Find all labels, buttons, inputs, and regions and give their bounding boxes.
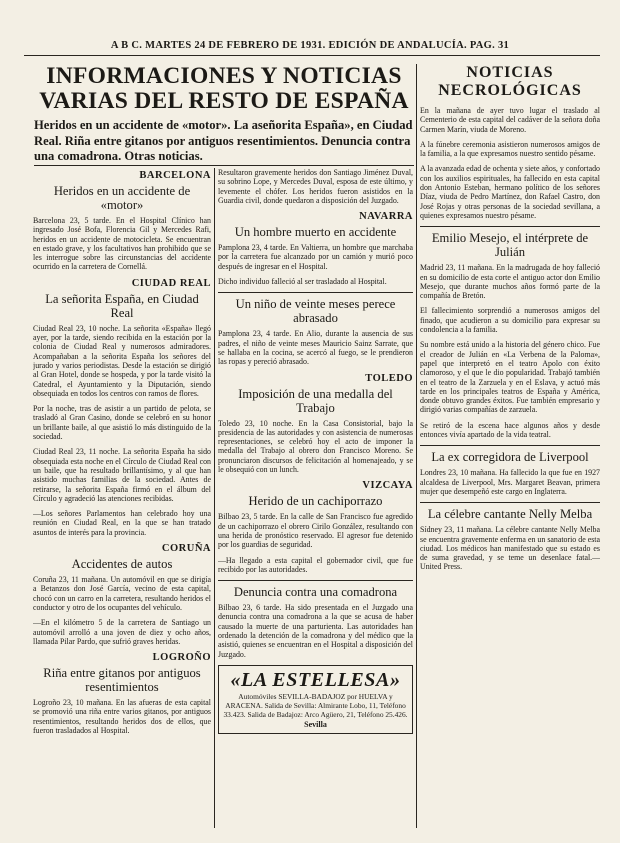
article-separator bbox=[420, 226, 600, 227]
column-2 bbox=[218, 168, 413, 828]
column-3 bbox=[420, 64, 600, 828]
article-text: Ciudad Real 23, 11 noche. La señorita España ha sido obsequiada esta noche en el Círculo de Ciudad Real con un baile, que ha resultado brillantísimo, y al que han asistido muchas familias de la sociedad. Antes de retirarse, la señorita España firmó en el álbum del Círculo y agradeció las atenciones recibidas. bbox=[33, 447, 211, 503]
location-label: NAVARRA bbox=[359, 211, 413, 223]
location-label: CORUÑA bbox=[161, 543, 211, 555]
article-text: —Los señores Parlamentos han celebrado hoy una reunión en Ciudad Real, en la que se han tratado asuntos de interés para la provincia. bbox=[33, 509, 211, 537]
page-header: A B C. MARTES 24 DE FEBRERO DE 1931. EDICIÓN DE ANDALUCÍA. PAG. 31 bbox=[110, 40, 510, 51]
article-headline: Accidentes de autos bbox=[71, 557, 173, 572]
article-separator bbox=[218, 580, 413, 581]
article-headline: Heridos en un accidente de «motor» bbox=[53, 184, 191, 212]
article-text: A la fúnebre ceremonia asistieron numerosos amigos de la familia, a la que expresamos nuestro sentido pésame. bbox=[420, 139, 600, 159]
section-title: NOTICIAS NECROLÓGICAS bbox=[438, 64, 582, 99]
article-headline: La célebre cantante Nelly Melba bbox=[427, 507, 593, 522]
column-divider bbox=[416, 64, 417, 828]
article-text: —Ha llegado a esta capital el gobernador civil, que fue recibido por las autoridades. bbox=[218, 555, 413, 574]
article-text: Logroño 23, 10 mañana. En las afueras de esta capital se promovió una riña entre varios gitanos, por antiguos resentimientos, resultando heridos dos de ellos, que fueron trasladados al Hospital. bbox=[33, 698, 211, 735]
article-separator bbox=[218, 292, 413, 293]
article-text: Resultaron gravemente heridos don Santiago Jiménez Duval, su sobrino Lope, y Mercedes Duval, esposa de este último, y levemente el chófer. Los heridos fueron asistidos en la Guardia civil, donde quedaron a disposición del Juzgado. bbox=[218, 168, 413, 205]
article-text: —En el kilómetro 5 de la carretera de Santiago un automóvil arrolló a una joven de diez y ocho años, llamada Pilar Pardo, que sufrió graves heridas. bbox=[33, 618, 211, 646]
article-headline: Herido de un cachiporrazo bbox=[248, 494, 383, 509]
article-headline: Un hombre muerto en accidente bbox=[234, 225, 397, 240]
location-label: BARCELONA bbox=[139, 170, 211, 181]
article-separator bbox=[420, 445, 600, 446]
advertisement-box bbox=[218, 665, 413, 734]
article-text: Madrid 23, 11 mañana. En la madrugada de hoy falleció en su domicilio de esta corte el antiguo actor don Emilio Mesejo, que durante muchos años formó parte de la compañía de Bretón. bbox=[420, 263, 600, 301]
article-text: Por la noche, tras de asistir a un partido de pelota, se trasladó al Gran Casino, donde se celebró en su honor un brillante baile, al que asistió lo más distinguido de la sociedad. bbox=[33, 404, 211, 442]
article-text: Londres 23, 10 mañana. Ha fallecido la que fue en 1927 alcaldesa de Liverpool, Mrs. Margaret Beavan, primera mujer que desempeñó este cargo en Inglaterra. bbox=[420, 468, 600, 496]
article-text: Pamplona 23, 4 tarde. En Valtierra, un hombre que marchaba por la carretera fue alcanzado por un camión y murió poco después de ingresar en el Hospital. bbox=[218, 243, 413, 271]
banner-title: INFORMACIONES Y NOTICIAS VARIAS DEL RESTO DE ESPAÑA bbox=[39, 63, 409, 114]
article-headline: La ex corregidora de Liverpool bbox=[431, 450, 589, 465]
banner-subtitle: Heridos en un accidente de «motor». La aseñorita España», en Ciudad Real. Riña entre gitanos por antiguos resentimientos. Denuncia contra una comadrona. Otras noticias. bbox=[34, 118, 413, 163]
article-text: Bilbao 23, 5 tarde. En la calle de San Francisco fue agredido de un cachiporrazo el obrero Cirilo González, resultando con una herida de pronóstico reservado. El agresor fue detenido por los guardias de seguridad. bbox=[218, 512, 413, 550]
article-headline: Riña entre gitanos por antiguos resentimientos bbox=[43, 666, 201, 695]
article-text: En la mañana de ayer tuvo lugar el traslado al Cementerio de esta capital del cadáver de la señora doña Carmen Marín, viuda de Moreno. bbox=[420, 106, 600, 134]
article-text: El fallecimiento sorprendió a numerosos amigos del finado, que acudieron a su domicilio para expresar su condolencia a la familia. bbox=[420, 306, 600, 335]
location-label: VIZCAYA bbox=[362, 480, 413, 492]
article-separator bbox=[420, 502, 600, 503]
article-text: Su nombre está unido a la historia del género chico. Fue el creador de Julián en «La Verbena de la Paloma», papel que interpretó en el teatro Apolo con éxito clamoroso, y el que le dio popularidad. Trabajó también en el teatro de la Zarzuela y en el Eslava, y actuó más tarde en los principales teatros de España y América, donde obtuvo grandes éxitos. Fue también empresario y dirigió varias compañías de zarzuela. bbox=[420, 340, 600, 415]
article-text: Ciudad Real 23, 10 noche. La señorita «España» llegó ayer, por la tarde, siendo recibida en la estación por la colonia de Ciudad Real y numerosos admiradores. Acompañaban a la señorita España los señores del jurado y varios periodistas. Desde la estación se dirigió al Gran Hotel, donde se hospeda, y por la tarde visitó la Catedral, el Ayuntamiento y la Diputación, siendo obsequiada en todos los centros con ramos de flores. bbox=[33, 323, 211, 398]
advertisement-title: «LA ESTELLESA» bbox=[230, 668, 401, 691]
column-divider bbox=[214, 168, 215, 828]
article-headline: Imposición de una medalla del Trabajo bbox=[238, 386, 393, 415]
article-headline: Emilio Mesejo, el intérprete de Julián bbox=[431, 231, 589, 260]
article-headline: La señorita España, en Ciudad Real bbox=[45, 291, 199, 320]
article-headline: Denuncia contra una comadrona bbox=[233, 585, 398, 600]
location-label: CIUDAD REAL bbox=[131, 277, 211, 289]
advertisement-text: Automóviles SEVILLA-BADAJOZ por HUELVA y ARACENA. Salida de Sevilla: Almirante Lobo, 11, Teléfono 33.423. Salida de Badajoz: Arco Agüero, 21, Teléfono 25.426. bbox=[223, 691, 408, 719]
article-text: Bilbao 23, 6 tarde. Ha sido presentada en el Juzgado una denuncia contra una comadrona a la que se acusa de haber causado la muerte de una parturienta. Las autoridades han ordenado la detención de la comadrona y del médico que la asistió, quienes se encuentran en el Hospital a disposición del Juzgado. bbox=[218, 603, 413, 659]
article-text: Coruña 23, 11 mañana. Un automóvil en que se dirigía a Betanzos don José García, vecino de esta capital, chocó con un carro en la carretera, resultando heridos el conductor y otro de los ocupantes del vehículo. bbox=[33, 575, 211, 612]
column-1 bbox=[33, 168, 211, 828]
header-rule bbox=[24, 55, 600, 56]
banner-rule bbox=[34, 165, 414, 166]
location-label: TOLEDO bbox=[365, 372, 413, 384]
article-text: A la avanzada edad de ochenta y siete años, y confortado con los auxilios espirituales, ha fallecido en esta capital don Antonio Esteban, hermano político de los señores Díaz, viuda de Pedro Martínez, don Rafael Castro, don José Rojas y otras personas de la sociedad sevillana, a quienes expresamos nuestro pésame. bbox=[420, 164, 600, 220]
advertisement-city: Sevilla bbox=[304, 720, 327, 730]
article-text: Se retiró de la escena hace algunos años y desde entonces vivía apartado de la vida teatral. bbox=[420, 420, 600, 440]
article-text: Barcelona 23, 5 tarde. En el Hospital Clínico han ingresado José Bofa, Florencia Gil y Mercedes Rafi, heridos en un accidente de motocicleta. Se encuentran en estado grave, y los facultativos han prohibido que se les interrogue sobre las circunstancias del accidente ocurrido en la carretera de Cornellá. bbox=[33, 216, 211, 272]
article-text: Pamplona 23, 4 tarde. En Alio, durante la ausencia de sus padres, el niño de veinte meses Mauricio Sainz Sarrate, que se hallaba en la cocina, se acercó al fuego, se le prendieron las ropas y pereció abrasado. bbox=[218, 329, 413, 367]
article-text: Dicho individuo falleció al ser trasladado al Hospital. bbox=[218, 277, 387, 287]
location-label: LOGROÑO bbox=[152, 652, 211, 664]
article-text: Toledo 23, 10 noche. En la Casa Consistorial, bajo la presidencia de las autoridades y con asistencia de numerosas representaciones, se celebró hoy el acto de imponer la medalla del Trabajo al obrero don Francisco Moreno. Se pronunciaron discursos de felicitación al homenajeado, y se le obsequió con un lunch. bbox=[218, 418, 413, 475]
article-headline: Un niño de veinte meses perece abrasado bbox=[235, 297, 396, 326]
article-text: Sídney 23, 11 mañana. La célebre cantante Nelly Melba se encuentra gravemente enferma en un sanatorio de esta ciudad. Los médicos han manifestado que su estado es de suma gravedad, y se teme un desenlace fatal.—United Press. bbox=[420, 525, 600, 572]
